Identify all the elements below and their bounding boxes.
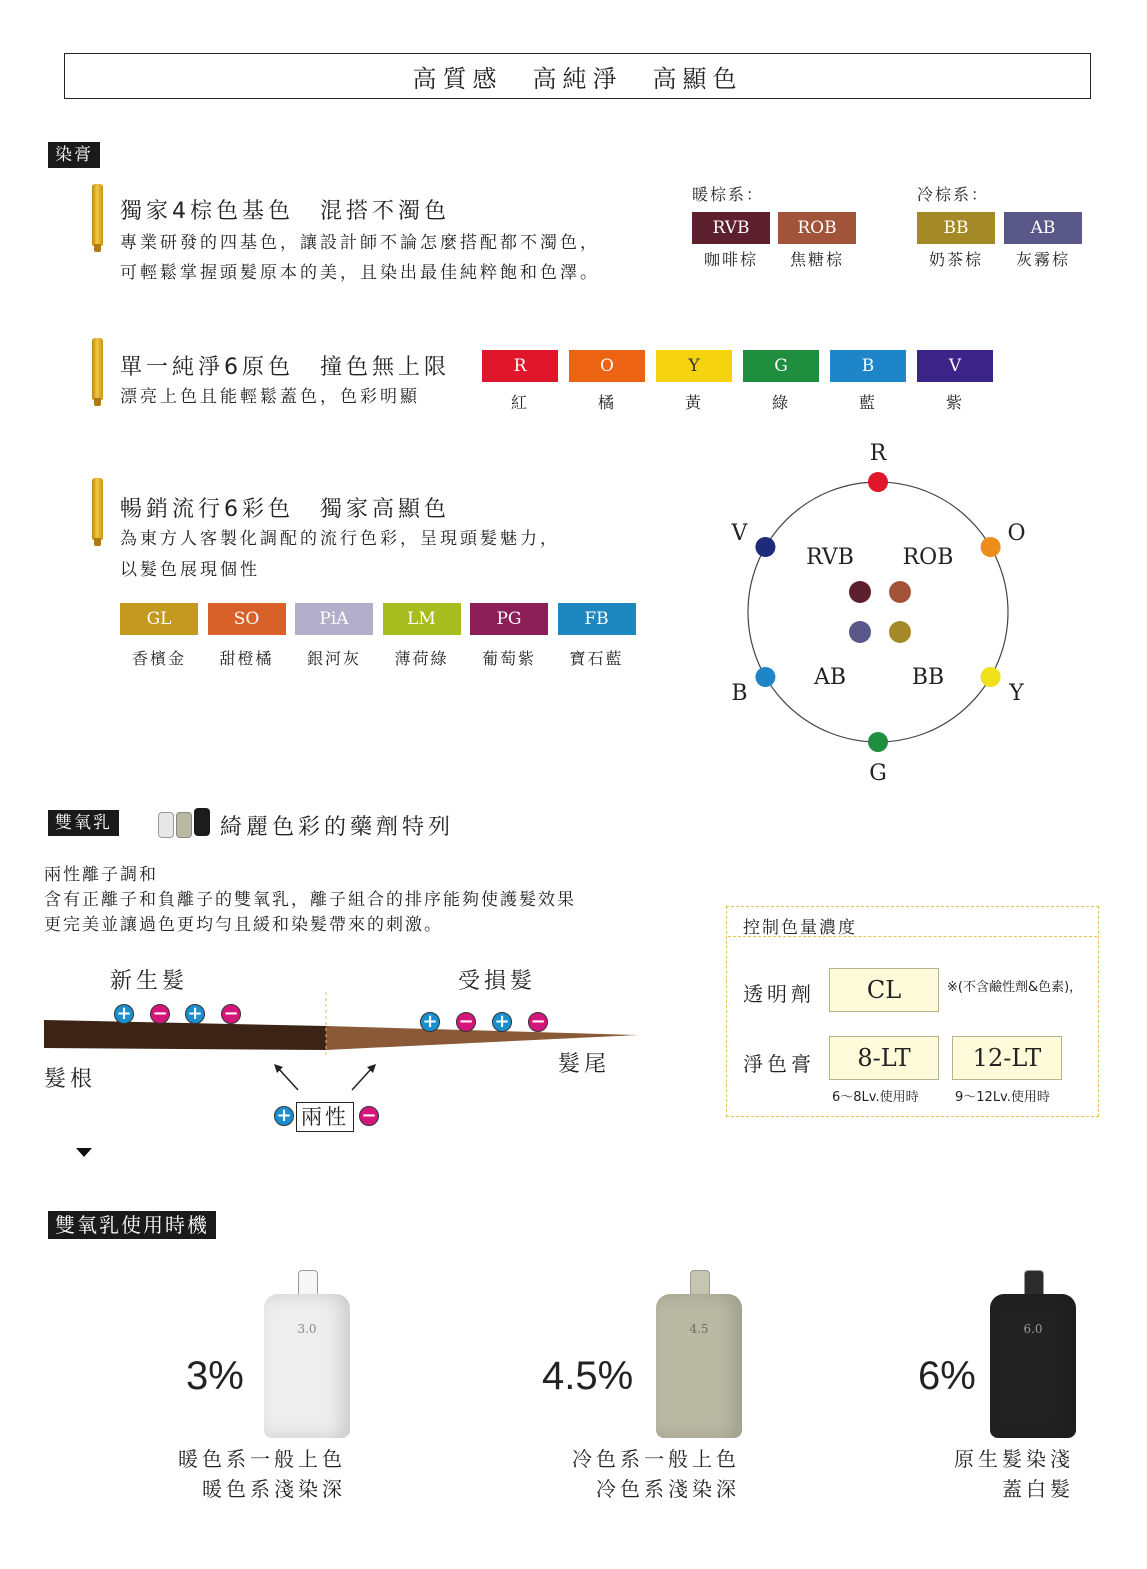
developer-percent: 6% <box>918 1354 976 1398</box>
wheel-outer-label: O <box>1007 521 1026 546</box>
section-tag-dye: 染膏 <box>48 142 100 168</box>
wheel-inner-dot <box>849 581 871 603</box>
trend-swatch-label: 葡萄紫 <box>481 649 536 668</box>
trend-swatch: FB <box>558 603 636 635</box>
trend-swatch: PiA <box>295 603 373 635</box>
trend-swatch-label: 甜橙橘 <box>219 649 274 668</box>
trend-swatch: SO <box>208 603 286 635</box>
bag-label: 6.0 <box>1023 1322 1043 1336</box>
cool-brown-label: 冷棕系： <box>917 185 990 204</box>
lt12-note: 9～12Lv.使用時 <box>955 1090 1050 1105</box>
developer-line-3: 更完美並讓過色更均勻且緩和染髮帶來的刺激。 <box>44 915 443 935</box>
developer-bottles-icon <box>158 806 212 838</box>
feature3-line-1: 為東方人客製化調配的流行色彩，呈現頭髮魅力， <box>120 529 560 549</box>
primary-swatch-label: 藍 <box>858 393 877 412</box>
developer-line-2: 含有正離子和負離子的雙氧乳，離子組合的排序能夠使護髮效果 <box>44 890 576 910</box>
section-tag-timing: 雙氧乳使用時機 <box>48 1211 216 1239</box>
primary-swatch: Y <box>656 350 732 382</box>
usage-line-2: 冷色系淺染深 <box>596 1477 740 1501</box>
wheel-inner-label: BB <box>911 665 945 690</box>
developer-bag-image <box>264 1294 350 1438</box>
usage-line-1: 冷色系一般上色 <box>572 1447 740 1471</box>
positive-ion-icon: + <box>492 1012 512 1032</box>
brown-swatch: BB <box>917 212 995 244</box>
feature2-line-1: 漂亮上色且能輕鬆蓋色，色彩明顯 <box>120 387 420 407</box>
brown-swatch: ROB <box>778 212 856 244</box>
developer-bag-image <box>656 1294 742 1438</box>
negative-ion-icon: − <box>221 1004 241 1024</box>
wheel-outer-label: B <box>731 681 748 706</box>
wheel-outer-dot <box>755 667 775 687</box>
developer-line-1: 兩性離子調和 <box>44 865 158 885</box>
clear-value-box: CL <box>829 968 939 1012</box>
primary-swatch-label: 紅 <box>510 393 529 412</box>
trend-swatch-label: 銀河灰 <box>306 649 361 668</box>
wheel-outer-dot <box>981 537 1001 557</box>
wheel-outer-dot <box>868 472 888 492</box>
usage-line-2: 蓋白髮 <box>1002 1477 1074 1501</box>
damaged-hair-label: 受損髮 <box>458 969 537 994</box>
primary-swatch: B <box>830 350 906 382</box>
positive-ion-icon: + <box>420 1012 440 1032</box>
pure-paste-label: 淨色膏 <box>743 1052 815 1076</box>
bag-label: 3.0 <box>297 1322 317 1336</box>
dye-tube-icon <box>92 184 103 246</box>
wheel-inner-label: ROB <box>902 545 954 570</box>
trend-swatch: GL <box>120 603 198 635</box>
feature2-title: 單一純淨6原色 撞色無上限 <box>120 355 450 380</box>
primary-swatch: R <box>482 350 558 382</box>
section-tag-developer: 雙氧乳 <box>48 810 119 836</box>
wheel-outer-dot <box>868 732 888 752</box>
wheel-inner-dot <box>889 621 911 643</box>
bag-label: 4.5 <box>689 1322 709 1336</box>
dye-tube-icon <box>92 478 103 540</box>
clear-note: ※(不含鹼性劑&色素)， <box>947 980 1083 995</box>
feature3-line-2: 以髮色展現個性 <box>120 560 260 580</box>
developer-percent: 4.5% <box>542 1354 634 1398</box>
positive-ion-icon: + <box>114 1004 134 1024</box>
usage-line-1: 暖色系一般上色 <box>178 1447 346 1471</box>
wheel-ring <box>748 482 1008 742</box>
usage-line-1: 原生髮染淺 <box>954 1447 1074 1471</box>
primary-swatch: V <box>917 350 993 382</box>
developer-percent: 3% <box>186 1354 244 1398</box>
hair-tip-label: 髮尾 <box>558 1052 611 1077</box>
warm-brown-label: 暖棕系： <box>692 185 765 204</box>
wheel-outer-label: G <box>869 761 887 786</box>
wheel-inner-dot <box>889 581 911 603</box>
hair-root-label: 髮根 <box>44 1067 97 1092</box>
wheel-inner-dot <box>849 621 871 643</box>
wheel-outer-label: Y <box>1009 681 1024 706</box>
trend-swatch-label: 寶石藍 <box>569 649 624 668</box>
wheel-inner-label: AB <box>813 665 847 690</box>
lt12-value-box: 12-LT <box>952 1036 1062 1080</box>
feature1-title: 獨家4棕色基色 混搭不濁色 <box>120 199 450 224</box>
brown-swatch: AB <box>1004 212 1082 244</box>
feature3-title: 暢銷流行6彩色 獨家高顯色 <box>120 497 450 522</box>
brown-swatch-label: 焦糖棕 <box>789 250 844 269</box>
negative-ion-icon: − <box>456 1012 476 1032</box>
wheel-outer-dot <box>981 667 1001 687</box>
wheel-inner-label: RVB <box>806 545 854 570</box>
wheel-outer-dot <box>755 537 775 557</box>
feature1-line-2: 可輕鬆掌握頭髮原本的美，且染出最佳純粹飽和色澤。 <box>120 263 600 283</box>
positive-ion-icon: + <box>185 1004 205 1024</box>
developer-headline: 綺麗色彩的藥劑特列 <box>220 815 455 840</box>
lt8-value-box: 8-LT <box>829 1036 939 1080</box>
dye-tube-icon <box>92 338 103 400</box>
trend-swatch-label: 香檳金 <box>131 649 186 668</box>
primary-swatch-label: 黃 <box>684 393 703 412</box>
color-wheel-diagram <box>700 430 1060 800</box>
trend-swatch-label: 薄荷綠 <box>394 649 449 668</box>
positive-ion-icon: + <box>274 1106 294 1126</box>
triangle-down-icon <box>76 1148 94 1160</box>
primary-swatch-label: 紫 <box>945 393 964 412</box>
wheel-outer-label: R <box>869 441 887 466</box>
wheel-outer-label: V <box>731 521 748 546</box>
lt8-note: 6～8Lv.使用時 <box>832 1090 919 1105</box>
control-title: 控制色量濃度 <box>743 918 857 938</box>
trend-swatch: PG <box>470 603 548 635</box>
page-banner: 高質感 高純淨 高顯色 <box>64 53 1091 99</box>
usage-line-2: 暖色系淺染深 <box>202 1477 346 1501</box>
brown-swatch-label: 咖啡棕 <box>703 250 758 269</box>
ion-arrows <box>270 1060 380 1096</box>
clear-agent-label: 透明劑 <box>743 982 815 1006</box>
amphoteric-label: 兩性 <box>296 1102 354 1132</box>
feature1-line-1: 專業研發的四基色，讓設計師不論怎麼搭配都不濁色， <box>120 233 600 253</box>
brown-swatch-label: 灰霧棕 <box>1015 250 1070 269</box>
developer-bag-image <box>990 1294 1076 1438</box>
negative-ion-icon: − <box>528 1012 548 1032</box>
primary-swatch-label: 綠 <box>771 393 790 412</box>
brown-swatch-label: 奶茶棕 <box>928 250 983 269</box>
primary-swatch: O <box>569 350 645 382</box>
negative-ion-icon: − <box>150 1004 170 1024</box>
primary-swatch: G <box>743 350 819 382</box>
trend-swatch: LM <box>383 603 461 635</box>
primary-swatch-label: 橘 <box>597 393 616 412</box>
negative-ion-icon: − <box>359 1106 379 1126</box>
brown-swatch: RVB <box>692 212 770 244</box>
new-hair-label: 新生髮 <box>110 969 189 994</box>
